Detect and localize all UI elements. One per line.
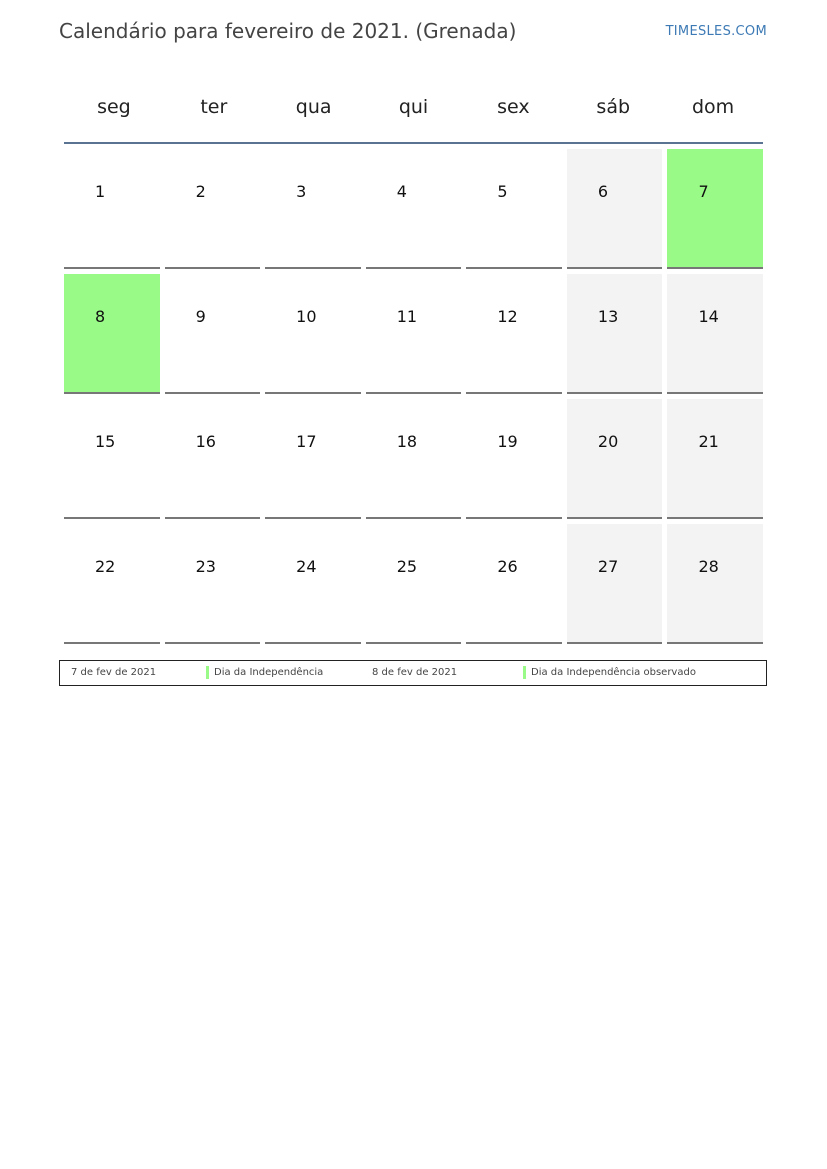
day-cell-weekend[interactable] — [667, 399, 763, 519]
day-cell[interactable] — [265, 399, 361, 519]
day-number: 25 — [396, 557, 418, 576]
holiday-name-text: Dia da Independência — [214, 667, 324, 678]
day-cell[interactable] — [366, 274, 462, 394]
holiday-name-text: Dia da Independência observado — [531, 667, 696, 678]
calendar-weeks — [64, 144, 763, 644]
day-cell[interactable] — [265, 274, 361, 394]
weekday-label: qui — [398, 96, 429, 118]
day-cell-weekend[interactable] — [667, 524, 763, 644]
day-cell[interactable] — [366, 524, 462, 644]
day-cell[interactable] — [165, 524, 261, 644]
day-number: 15 — [95, 432, 116, 451]
weekday-label: seg — [97, 96, 131, 118]
day-cell[interactable] — [64, 399, 160, 519]
week-row — [64, 149, 763, 269]
week-row — [64, 524, 763, 644]
day-number: 24 — [296, 557, 317, 576]
day-cell[interactable] — [165, 274, 261, 394]
day-cell[interactable] — [466, 274, 562, 394]
day-number: 10 — [296, 307, 317, 326]
day-number: 3 — [296, 182, 307, 201]
day-cell-weekend[interactable] — [567, 149, 663, 269]
day-cell[interactable] — [366, 399, 462, 519]
weekday-label: dom — [691, 96, 735, 118]
day-number: 8 — [95, 307, 106, 326]
day-number: 13 — [597, 307, 619, 326]
day-cell[interactable] — [466, 399, 562, 519]
day-number: 7 — [698, 182, 709, 201]
day-number: 17 — [296, 432, 317, 451]
day-number: 27 — [597, 557, 619, 576]
holiday-name — [523, 667, 696, 678]
day-cell[interactable] — [64, 524, 160, 644]
day-number: 19 — [497, 432, 518, 451]
holiday-name — [206, 667, 323, 678]
weekday-label: ter — [200, 96, 228, 118]
day-cell-holiday[interactable] — [64, 274, 160, 394]
weekday-label: sex — [497, 96, 530, 118]
holiday-date: 7 de fev de 2021 — [71, 667, 157, 678]
day-cell[interactable] — [64, 149, 160, 269]
day-cell[interactable] — [165, 399, 261, 519]
day-cell[interactable] — [165, 149, 261, 269]
page-title: Calendário para fevereiro de 2021. (Grenada) — [59, 19, 517, 43]
holiday-color-swatch — [523, 666, 526, 679]
day-number: 14 — [698, 307, 719, 326]
holiday-legend — [59, 660, 767, 686]
day-cell[interactable] — [366, 149, 462, 269]
day-cell[interactable] — [466, 149, 562, 269]
day-cell-weekend[interactable] — [567, 274, 663, 394]
day-number: 1 — [95, 182, 106, 201]
day-cell[interactable] — [466, 524, 562, 644]
day-number: 28 — [698, 557, 719, 576]
weekday-label: sáb — [596, 96, 631, 118]
day-number: 2 — [195, 182, 206, 201]
day-number: 18 — [396, 432, 418, 451]
day-number: 16 — [195, 432, 216, 451]
day-number: 12 — [497, 307, 518, 326]
day-number: 26 — [497, 557, 518, 576]
day-number: 20 — [597, 432, 619, 451]
holiday-date: 8 de fev de 2021 — [372, 667, 458, 678]
day-cell-weekend[interactable] — [567, 399, 663, 519]
day-cell-weekend[interactable] — [667, 274, 763, 394]
site-logo-link[interactable]: TIMESLES.COM — [665, 24, 767, 39]
day-cell-weekend[interactable] — [567, 524, 663, 644]
day-number: 4 — [396, 182, 407, 201]
week-row — [64, 274, 763, 394]
day-number: 11 — [396, 307, 418, 326]
day-number: 21 — [698, 432, 719, 451]
day-cell[interactable] — [265, 524, 361, 644]
holiday-color-swatch — [206, 666, 209, 679]
day-number: 6 — [597, 182, 609, 201]
day-number: 9 — [195, 307, 206, 326]
day-number: 23 — [195, 557, 216, 576]
week-row — [64, 399, 763, 519]
day-cell-holiday[interactable] — [667, 149, 763, 269]
weekday-label: qua — [295, 96, 332, 118]
weekday-header-row — [64, 72, 763, 144]
day-number: 22 — [95, 557, 116, 576]
day-number: 5 — [497, 182, 508, 201]
calendar-grid — [64, 72, 763, 649]
day-cell[interactable] — [265, 149, 361, 269]
